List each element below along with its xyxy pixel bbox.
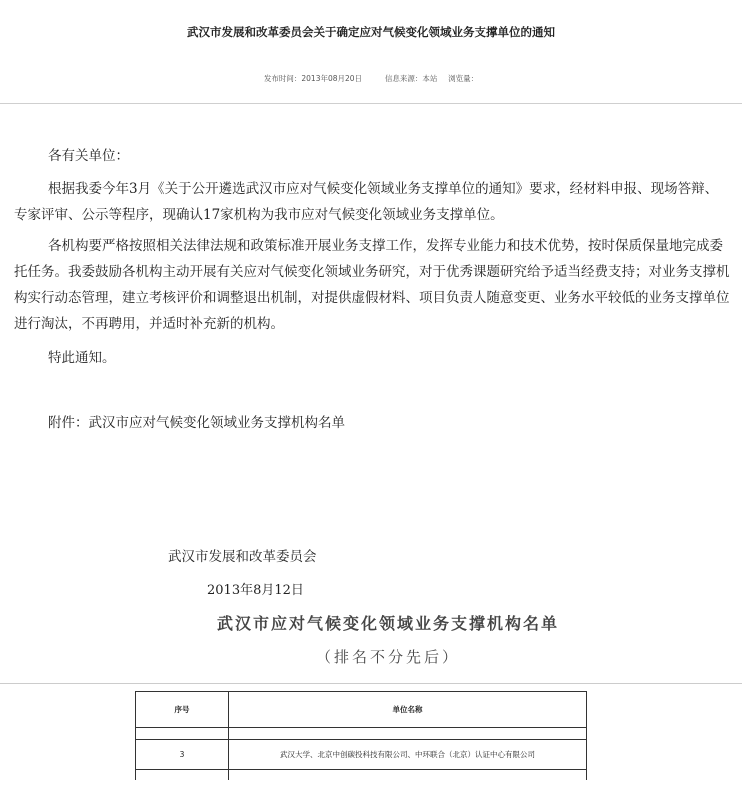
signature-org: 武汉市发展和改革委员会 — [168, 549, 317, 565]
view-count: 浏览量： — [448, 74, 479, 83]
header-divider — [0, 103, 742, 104]
list-title: 武汉市应对气候变化领域业务支撑机构名单 — [216, 614, 559, 633]
publish-date: 发布时间：2013年08月20日 — [263, 74, 363, 83]
column-header-no: 序号 — [136, 692, 229, 728]
page-title: 武汉市发展和改革委员会关于确定应对气候变化领域业务支撑单位的通知 — [187, 25, 555, 39]
article-header — [0, 0, 742, 104]
list-subtitle: （排名不分先后） — [315, 648, 460, 666]
article-meta — [0, 73, 742, 84]
greeting: 各有关单位： — [48, 148, 129, 164]
closing-line: 特此通知。 — [48, 350, 116, 366]
paragraph-1: 根据我委今年3月《关于公开遴选武汉市应对气候变化领域业务支撑单位的通知》要求，经材料申报、现场答辩、专家评审、公示等程序，现确认17家机构为我市应对气候变化领域业务支撑单位。 — [14, 181, 719, 223]
paragraph-2: 各机构要严格按照相关法律法规和政策标准开展业务支撑工作，发挥专业能力和技术优势，按时保质保量地完成委托任务。我委鼓励各机构主动开展有关应对气候变化领域业务研究，对于优秀课题研究给予适当经费支持；对业务支撑机构实行动态管理，建立考核评价和调整退出机制，对提供虚假材料、项目负责人随意变更、业务水平较低的业务支撑单位进行淘汰，不再聘用，并适时补充新的机构。 — [14, 238, 730, 332]
table-spacer-row — [136, 728, 587, 740]
section-divider — [0, 683, 742, 684]
table-row — [136, 740, 587, 770]
row-number: 3 — [136, 740, 229, 770]
signature-date: 2013年8月12日 — [207, 583, 304, 598]
table-header-row — [136, 692, 587, 728]
attachment-line: 附件：武汉市应对气候变化领域业务支撑机构名单 — [48, 415, 345, 431]
info-source: 信息来源：本站 — [384, 74, 438, 83]
organization-table — [135, 691, 587, 780]
row-organization-name: 武汉大学、北京中创碳投科技有限公司、中环联合（北京）认证中心有限公司 — [229, 740, 587, 770]
column-header-name: 单位名称 — [229, 692, 587, 728]
table-row-partial — [136, 770, 587, 781]
